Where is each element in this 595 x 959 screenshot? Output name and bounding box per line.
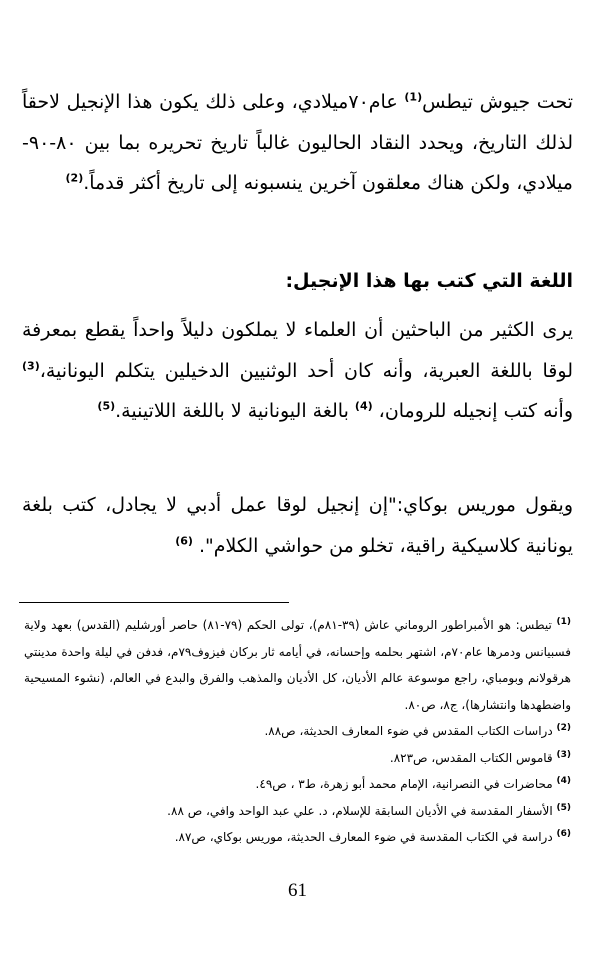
paragraph-text: وأنه كتب إنجيله للرومان، — [372, 400, 573, 422]
section-heading: اللغة التي كتب بها هذا الإنجيل: — [285, 270, 573, 292]
page-number: 61 — [288, 880, 307, 901]
footnote-text: دراسة في الكتاب المقدسة في ضوء المعارف الحديثة، موريس بوكاي، ص٨٧. — [174, 830, 557, 844]
paragraph-text: ويقول موريس بوكاي:"إن إنجيل لوقا عمل أدبي لا يجادل، كتب بلغة يونانية كلاسيكية راقية، تخلو من حواشي الكلام". — [22, 494, 573, 557]
footnote-item — [24, 745, 571, 772]
footnote-text: قاموس الكتاب المقدس، ص٨٢٣. — [389, 750, 557, 765]
footnotes — [24, 612, 571, 851]
footnote-separator — [19, 602, 289, 603]
footnote-ref: (5) — [97, 399, 116, 413]
footnote-ref: (6) — [175, 534, 193, 548]
footnote-text: محاضرات في النصرانية، الإمام محمد أبو زهرة، ط٣ ، ص٤٩. — [255, 777, 557, 791]
footnote-number: (3) — [556, 749, 571, 760]
paragraph-3 — [22, 485, 573, 566]
paragraph-1 — [22, 82, 573, 204]
footnote-item — [24, 824, 571, 851]
footnote-number: (1) — [556, 617, 571, 627]
footnote-item — [24, 612, 571, 718]
footnote-ref: (1) — [404, 90, 423, 104]
footnote-item — [24, 718, 571, 745]
paragraph-text: بالغة اليونانية لا باللغة اللاتينية. — [115, 400, 355, 422]
footnote-item — [24, 771, 571, 798]
footnote-number: (5) — [556, 802, 571, 813]
footnote-text: دراسات الكتاب المقدس في ضوء المعارف الحديثة، ص٨٨. — [264, 724, 557, 738]
footnote-text: الأسفار المقدسة في الأديان السابقة للإسلام، د. علي عبد الواحد وافي، ص ٨٨. — [167, 803, 557, 818]
paragraph-text: يرى الكثير من الباحثين أن العلماء لا يملكون دليلاً واحداً يقطع بمعرفة لوقا باللغة العبرية، وأنه كان أحد الوثنيين الدخيلين يتكلم اليونانية، — [22, 319, 573, 382]
footnote-number: (4) — [556, 776, 571, 786]
footnote-item — [24, 798, 571, 825]
footnote-text: تيطس: هو الأمبراطور الروماني عاش (٣٩-٨١م)، تولى الحكم (٧٩-٨١) حاصر أورشليم (القدس) بعهد ولاية فسبيانس ودمرها عام٧٠م، اشتهر بحلمه وإحسانه، في أيامه ثار بركان فيزوف٧٩م، فدفن في ليلة واحدة مدينتي هرقولانم وبومباي، راجع موسوعة عالم الأديان، كل الأديان والمذهب والفرق والبدع في العالم، (نشوء المسيحية واضطهدها وانتشارها)، ج٨، ص٨٠. — [24, 618, 571, 712]
paragraph-2 — [22, 310, 573, 432]
footnote-number: (2) — [556, 723, 571, 733]
footnote-ref: (3) — [22, 359, 40, 373]
footnote-number: (6) — [556, 829, 571, 839]
paragraph-text: عام٧٠ميلادي، وعلى ذلك يكون هذا الإنجيل لاحقاً لذلك التاريخ، ويحدد النقاد الحاليون غالباً تاريخ تحريره بما بين ٨٠-٩٠-ميلادي، ولكن هناك معلقون آخرين ينسبونه إلى تاريخ أكثر قدماً. — [22, 91, 573, 194]
footnote-ref: (4) — [354, 399, 373, 413]
paragraph-text: تحت جيوش تيطس — [422, 91, 574, 113]
footnote-ref: (2) — [65, 171, 84, 185]
